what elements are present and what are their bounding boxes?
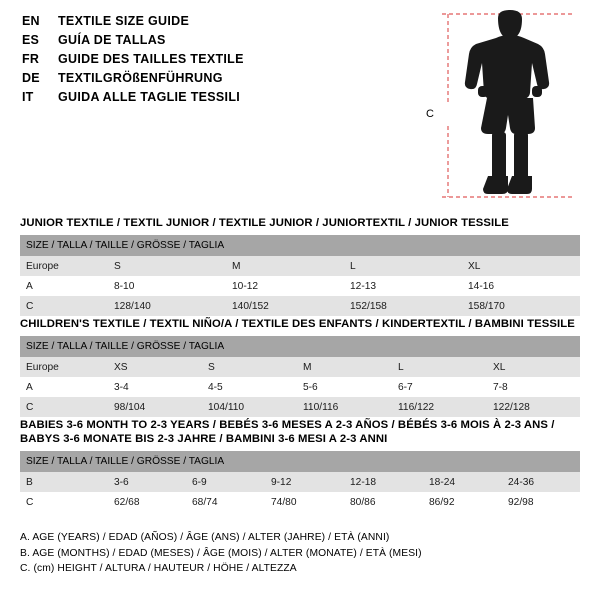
figure-illustration [426, 8, 586, 203]
language-header-block [22, 14, 422, 109]
table-row [20, 492, 580, 512]
language-code-it: IT [22, 90, 34, 104]
cell: 12-18 [344, 472, 423, 492]
row-label-a: A [20, 377, 108, 397]
table-row [20, 256, 580, 276]
language-text-en: TEXTILE SIZE GUIDE [58, 14, 190, 28]
table-junior-textile [20, 235, 580, 316]
table-row [20, 397, 580, 417]
row-label-c: C [20, 492, 108, 512]
cell: XS [108, 357, 202, 377]
row-label-europe: Europe [20, 256, 108, 276]
cell: 18-24 [423, 472, 502, 492]
cell: L [344, 256, 462, 276]
language-text-es: GUÍA DE TALLAS [58, 33, 166, 47]
table-row [20, 472, 580, 492]
row-label-a: A [20, 276, 108, 296]
table-header-size-junior: SIZE / TALLA / TAILLE / GRÖSSE / TAGLIA [20, 235, 580, 256]
cell: 104/110 [202, 397, 297, 417]
row-label-c: C [20, 397, 108, 417]
section-junior-textile [20, 216, 580, 316]
legend-line-a: A. AGE (YEARS) / EDAD (AÑOS) / ÂGE (ANS) / ALTER (JAHRE) / ETÀ (ANNI) [20, 532, 390, 543]
toddler-silhouette-icon [426, 8, 586, 203]
cell: 8-10 [108, 276, 226, 296]
cell: 3-6 [108, 472, 186, 492]
language-row-es [22, 33, 422, 52]
cell: 7-8 [487, 377, 580, 397]
table-row [20, 377, 580, 397]
table-row [20, 235, 580, 256]
legend-block [20, 530, 580, 577]
language-code-en: EN [22, 14, 40, 28]
cell: 86/92 [423, 492, 502, 512]
cell: 62/68 [108, 492, 186, 512]
language-code-fr: FR [22, 52, 40, 66]
language-code-de: DE [22, 71, 40, 85]
cell: 80/86 [344, 492, 423, 512]
cell: XL [487, 357, 580, 377]
cell: XL [462, 256, 580, 276]
cell: 24-36 [502, 472, 580, 492]
cell: 4-5 [202, 377, 297, 397]
language-row-it [22, 90, 422, 109]
language-code-es: ES [22, 33, 40, 47]
cell: 158/170 [462, 296, 580, 316]
cell: 122/128 [487, 397, 580, 417]
cell: 116/122 [392, 397, 487, 417]
cell: 128/140 [108, 296, 226, 316]
language-text-fr: GUIDE DES TAILLES TEXTILE [58, 52, 244, 66]
cell: 5-6 [297, 377, 392, 397]
table-row [20, 451, 580, 472]
table-childrens-textile [20, 336, 580, 417]
table-babies-textile [20, 451, 580, 512]
cell: 110/116 [297, 397, 392, 417]
cell: S [202, 357, 297, 377]
legend-line-c: C. (cm) HEIGHT / ALTURA / HAUTEUR / HÖHE / ALTEZZA [20, 563, 297, 574]
cell: 6-7 [392, 377, 487, 397]
cell: S [108, 256, 226, 276]
language-text-it: GUIDA ALLE TAGLIE TESSILI [58, 90, 241, 104]
cell: 68/74 [186, 492, 265, 512]
cell: 12-13 [344, 276, 462, 296]
table-header-size-babies: SIZE / TALLA / TAILLE / GRÖSSE / TAGLIA [20, 451, 580, 472]
language-row-fr [22, 52, 422, 71]
cell: 74/80 [265, 492, 344, 512]
cell: 9-12 [265, 472, 344, 492]
cell: 98/104 [108, 397, 202, 417]
cell: 3-4 [108, 377, 202, 397]
cell: 6-9 [186, 472, 265, 492]
row-label-c: C [20, 296, 108, 316]
cell: 14-16 [462, 276, 580, 296]
section-title-babies: BABIES 3-6 MONTH TO 2-3 YEARS / BEBÉS 3-6 MESES A 2-3 AÑOS / BÉBÉS 3-6 MOIS À 2-3 ANS / BABYS 3-6 MONATE BIS 2-3 JAHRE / BAMBINI 3-6 MESI A 2-3 ANNI [20, 419, 555, 445]
language-row-en [22, 14, 422, 33]
section-babies-textile [20, 418, 580, 512]
cell: 10-12 [226, 276, 344, 296]
row-label-europe: Europe [20, 357, 108, 377]
table-row [20, 357, 580, 377]
cell: M [297, 357, 392, 377]
language-row-de [22, 71, 422, 90]
legend-line-b: B. AGE (MONTHS) / EDAD (MESES) / ÂGE (MOIS) / ALTER (MONATE) / ETÀ (MESI) [20, 547, 422, 559]
table-row [20, 276, 580, 296]
table-row [20, 336, 580, 357]
figure-measure-label: C [426, 108, 434, 120]
row-label-b: B [20, 472, 108, 492]
section-childrens-textile [20, 317, 580, 417]
section-title-children: CHILDREN'S TEXTILE / TEXTIL NIÑO/A / TEXTILE DES ENFANTS / KINDERTEXTIL / BAMBINI TESSILE [20, 318, 575, 330]
language-text-de: TEXTILGRÖßENFÜHRUNG [58, 71, 223, 85]
cell: 152/158 [344, 296, 462, 316]
table-header-size-children: SIZE / TALLA / TAILLE / GRÖSSE / TAGLIA [20, 336, 580, 357]
cell: M [226, 256, 344, 276]
cell: 92/98 [502, 492, 580, 512]
section-title-junior: JUNIOR TEXTILE / TEXTIL JUNIOR / TEXTILE JUNIOR / JUNIORTEXTIL / JUNIOR TESSILE [20, 217, 509, 229]
cell: 140/152 [226, 296, 344, 316]
table-row [20, 296, 580, 316]
cell: L [392, 357, 487, 377]
